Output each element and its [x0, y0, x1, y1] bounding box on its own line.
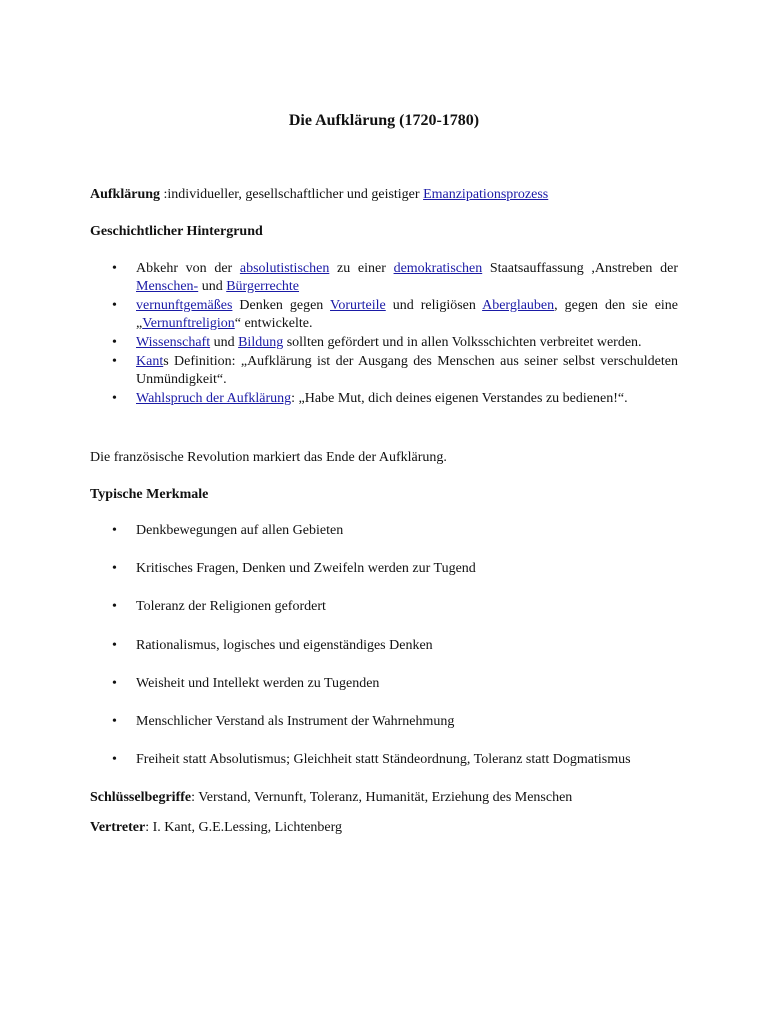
feature-item — [90, 522, 678, 540]
feature-text: Denkbewegungen auf allen Gebieten — [136, 523, 344, 538]
link-vorurteile[interactable]: Vorurteile — [330, 298, 386, 313]
key-terms-label: Schlüsselbegriffe — [90, 790, 192, 805]
feature-item — [90, 751, 678, 769]
feature-text: Rationalismus, logisches und eigenständiges Denken — [136, 638, 433, 653]
bullet-icon: • — [112, 752, 117, 767]
bullet-icon: • — [112, 391, 117, 406]
item-text: , gegen den sie eine „ — [136, 298, 679, 331]
definition-line — [90, 186, 678, 204]
representatives-line — [90, 819, 678, 837]
history-item — [90, 353, 678, 389]
history-item — [90, 334, 678, 352]
link-wahlspruch[interactable]: Wahlspruch der Aufklärung — [136, 391, 292, 406]
features-heading-text: Typische Merkmale — [90, 487, 209, 502]
bullet-icon: • — [112, 354, 117, 369]
link-demokratischen[interactable]: demokratischen — [393, 261, 483, 276]
feature-text: Freiheit statt Absolutismus; Gleichheit statt Ständeordnung, Toleranz statt Dogmatismus — [136, 752, 631, 767]
item-text: Abkehr von der — [136, 261, 240, 276]
feature-text: Kritisches Fragen, Denken und Zweifeln werden zur Tugend — [136, 561, 476, 576]
bullet-icon: • — [112, 261, 117, 276]
feature-text: Menschlicher Verstand als Instrument der Wahrnehmung — [136, 714, 455, 729]
link-vernunftreligion[interactable]: Vernunftreligion — [142, 316, 235, 331]
bullet-icon: • — [112, 298, 117, 313]
link-wissenschaft[interactable]: Wissenschaft — [136, 335, 211, 350]
representatives-label: Vertreter — [90, 820, 146, 835]
feature-text: Weisheit und Intellekt werden zu Tugenden — [136, 676, 380, 691]
link-kant[interactable]: Kant — [136, 354, 164, 369]
features-heading — [90, 486, 678, 504]
feature-item — [90, 675, 678, 693]
item-text: “ entwickelte. — [234, 316, 313, 331]
item-text: und — [198, 279, 227, 294]
history-item — [90, 390, 678, 408]
link-aberglauben[interactable]: Aberglauben — [482, 298, 555, 313]
bullet-icon: • — [112, 523, 117, 538]
link-absolutistischen[interactable]: absolutistischen — [239, 261, 330, 276]
bullet-icon: • — [112, 714, 117, 729]
key-terms-line — [90, 789, 678, 807]
link-vernunftgemaesses[interactable]: vernunftgemäßes — [136, 298, 233, 313]
item-text: sollten gefördert und in allen Volksschichten verbreitet werden. — [283, 335, 642, 350]
revolution-note: Die französische Revolution markiert das Ende der Aufklärung. — [90, 450, 447, 465]
feature-text: Toleranz der Religionen gefordert — [136, 599, 326, 614]
bullet-icon: • — [112, 638, 117, 653]
key-terms-text: : Verstand, Vernunft, Toleranz, Humanität, Erziehung des Menschen — [191, 790, 573, 805]
link-buergerrechte[interactable]: Bürgerrechte — [226, 279, 300, 294]
item-text: und religiösen — [385, 298, 483, 313]
history-heading-text: Geschichtlicher Hintergrund — [90, 224, 263, 239]
definition-term: Aufklärung — [90, 187, 161, 202]
item-text: zu einer — [329, 261, 394, 276]
history-item — [90, 297, 678, 333]
feature-item — [90, 560, 678, 578]
item-text: Staatsauffassung ,Anstreben der — [482, 261, 678, 276]
bullet-icon: • — [112, 335, 117, 350]
item-text: : „Habe Mut, dich deines eigenen Verstandes zu bedienen!“. — [291, 391, 628, 406]
definition-text: :individueller, gesellschaftlicher und geistiger — [160, 187, 424, 202]
item-text: und — [210, 335, 239, 350]
feature-item — [90, 598, 678, 616]
link-bildung[interactable]: Bildung — [238, 335, 284, 350]
bullet-icon: • — [112, 561, 117, 576]
link-menschen[interactable]: Menschen- — [136, 279, 199, 294]
history-item — [90, 260, 678, 296]
history-heading — [90, 223, 678, 241]
link-emanzipationsprozess[interactable]: Emanzipationsprozess — [423, 187, 549, 202]
history-list — [90, 260, 678, 409]
bullet-icon: • — [112, 676, 117, 691]
page-title: Die Aufklärung (1720-1780) — [288, 112, 480, 129]
representatives-text: : I. Kant, G.E.Lessing, Lichtenberg — [145, 820, 343, 835]
bullet-icon: • — [112, 599, 117, 614]
item-text: s Definition: „Aufklärung ist der Ausgang des Menschen aus seiner selbst verschuldeten Unmündigkeit“. — [136, 354, 678, 387]
feature-item — [90, 637, 678, 655]
feature-item — [90, 713, 678, 731]
item-text: Denken gegen — [232, 298, 331, 313]
